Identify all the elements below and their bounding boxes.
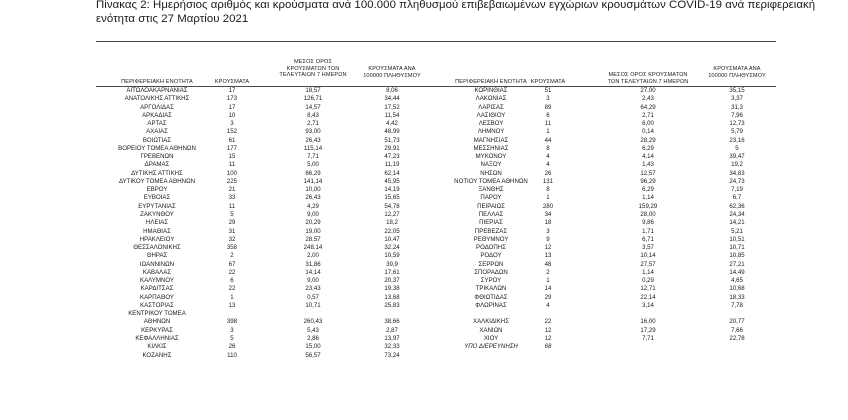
right-cases-cell: 131 [542, 177, 554, 185]
right-avg-cell: 2,71 [642, 111, 654, 119]
left-avg-cell: 260,43 [303, 318, 323, 326]
left-unit-cell: ΘΗΡΑΣ [146, 252, 168, 260]
right-avg-cell: 6,00 [642, 120, 654, 128]
right-per100k-cell: 7,66 [731, 326, 743, 334]
right-per100k-cell: 5,79 [731, 128, 743, 136]
left-per100k-cell: 4,42 [386, 120, 398, 128]
left-avg-cell: 14,14 [305, 268, 321, 276]
left-avg-cell: 2,71 [307, 120, 319, 128]
right-avg-cell: 22,14 [640, 293, 656, 301]
left-per100k-cell: 17,61 [384, 268, 400, 276]
right-avg-cell: 28,00 [640, 210, 656, 218]
left-avg-cell: 23,43 [305, 285, 321, 293]
left-avg-cell: 56,57 [305, 351, 321, 359]
left-avg-cell: 5,00 [307, 161, 319, 169]
left-per100k-cell: 2,87 [386, 326, 398, 334]
right-per100k-cell: 20,77 [729, 318, 745, 326]
right-unit-cell: ΚΟΡΙΝΘΙΑΣ [474, 87, 508, 94]
right-unit-cell: ΤΡΙΚΑΛΩΝ [475, 285, 507, 293]
right-cases-cell: 4 [546, 301, 550, 309]
right-cases-cell: 12 [544, 334, 552, 342]
header-avg2-line: ΜΕΣΟΣ ΟΡΟΣ ΚΡΟΥΣΜΑΤΩΝ [608, 72, 688, 78]
left-per100k-cell: 48,99 [384, 128, 400, 136]
right-per100k-cell: 10,51 [729, 235, 745, 243]
left-cases-cell: 398 [226, 318, 238, 326]
left-avg-cell: 66,29 [305, 169, 321, 177]
left-cases-cell: 15 [228, 153, 236, 161]
left-per100k-cell: 22,05 [384, 227, 400, 235]
right-avg-cell: 96,29 [640, 177, 656, 185]
right-per100k-cell: 39,47 [729, 153, 745, 161]
right-per100k-cell [694, 343, 780, 351]
left-avg-cell: 5,43 [307, 326, 319, 334]
right-per100k-cell: 4,65 [731, 277, 743, 285]
right-per100k-cell: 10,68 [729, 285, 745, 293]
left-cases-cell: 3 [230, 120, 234, 128]
left-unit-cell: ΑΝΑΤΟΛΙΚΗΣ ΑΤΤΙΚΗΣ [124, 95, 190, 103]
right-avg-cell: 3,14 [642, 301, 654, 309]
left-per100k-cell: 62,14 [384, 169, 400, 177]
right-unit-cell: ΜΕΣΣΗΝΙΑΣ [473, 144, 509, 152]
left-per100k-cell: 73,24 [384, 351, 400, 359]
left-cases-cell: 21 [228, 186, 236, 194]
left-avg-cell: 19,00 [305, 227, 321, 235]
right-per100k-column [694, 87, 780, 352]
right-unit-cell: ΡΟΔΟΥ [480, 252, 502, 260]
left-cases-cell: 3 [230, 326, 234, 334]
left-cases-column [205, 87, 259, 360]
left-cases-cell: 1 [230, 293, 234, 301]
right-unit-cell: ΥΠΟ ΔΙΕΡΕΥΝΗΣΗ [464, 343, 518, 351]
right-cases-cell: 34 [544, 210, 552, 218]
left-per100k-column [352, 87, 432, 360]
right-avg-cell: 12,71 [640, 285, 656, 293]
left-avg-cell: 20,29 [305, 219, 321, 227]
left-avg-cell: 7,71 [307, 153, 319, 161]
header-unit-2: ΠΕΡΙΦΕΡΕΙΑΚΗ ΕΝΟΤΗΤΑ [455, 79, 527, 85]
header-avg [268, 59, 358, 79]
right-cases-cell: 3 [546, 95, 550, 103]
left-unit-cell: ΖΑΚΥΝΘΟΥ [140, 210, 174, 218]
left-avg-cell: 15,00 [305, 343, 321, 351]
right-cases-cell: 12 [544, 244, 552, 252]
left-unit-cell: ΚΑΡΠΑΘΟΥ [140, 293, 174, 301]
right-cases-cell: 26 [544, 169, 552, 177]
left-cases-cell: 6 [230, 277, 234, 285]
left-avg-cell: 10,71 [305, 301, 321, 309]
right-cases-cell: 12 [544, 326, 552, 334]
right-unit-cell: ΝΗΣΩΝ [480, 169, 502, 177]
left-per100k-cell: 17,52 [384, 103, 400, 111]
right-per100k-cell: 62,36 [729, 202, 745, 210]
left-per100k-cell: 20,37 [384, 277, 400, 285]
left-avg-cell: 0,57 [307, 293, 319, 301]
right-per100k-cell: 14,21 [729, 219, 745, 227]
left-per100k-cell: 45,95 [384, 177, 400, 185]
right-per100k-cell: 34,83 [729, 169, 745, 177]
right-unit-cell: ΠΕΛΛΑΣ [478, 210, 504, 218]
left-unit-cell: ΕΥΡΥΤΑΝΙΑΣ [138, 202, 176, 210]
right-unit-cell: ΜΑΓΝΗΣΙΑΣ [473, 136, 509, 144]
header-avg2-line: ΤΩΝ ΤΕΛΕΥΤΑΙΩΝ 7 ΗΜΕΡΩΝ [607, 78, 689, 85]
left-unit-cell: ΒΟΙΩΤΙΑΣ [142, 136, 172, 144]
left-unit-cell: ΚΑΒΑΛΑΣ [142, 268, 172, 276]
left-unit-cell: ΚΑΛΥΜΝΟΥ [140, 277, 174, 285]
left-cases-cell: 61 [228, 136, 236, 144]
left-cases-cell: 11 [228, 161, 236, 169]
left-unit-cell: ΔΥΤΙΚΟΥ ΤΟΜΕΑ ΑΘΗΝΩΝ [118, 177, 196, 185]
right-per100k-cell: 18,33 [729, 293, 745, 301]
right-avg-cell: 9,86 [642, 219, 654, 227]
left-unit-column [96, 87, 218, 360]
left-avg-cell: 26,43 [305, 194, 321, 202]
left-unit-cell: ΔΥΤΙΚΗΣ ΑΤΤΙΚΗΣ [131, 169, 183, 177]
left-per100k-cell: 11,19 [384, 161, 400, 169]
left-per100k-cell: 39,9 [386, 260, 398, 268]
left-cases-cell: 22 [228, 268, 236, 276]
left-cases-cell: 31 [228, 227, 236, 235]
left-avg-cell: 141,14 [303, 177, 323, 185]
left-cases-cell: 173 [226, 95, 238, 103]
left-cases-cell: 100 [226, 169, 238, 177]
left-cases-cell: 11 [228, 202, 236, 210]
header-per100k-line: ΚΡΟΥΣΜΑΤΑ ΑΝΑ [368, 66, 416, 72]
left-cases-cell: 110 [227, 351, 237, 359]
left-unit-cell: ΕΥΒΟΙΑΣ [143, 194, 171, 202]
caption-line-1: Πίνακας 2: Ημερήσιος αριθμός και κρούσματα ανά 100.000 πληθυσμού επιβεβαιωμένων εγχώριων κρουσμάτων COVID-19 ανά περιφερειακή [96, 0, 816, 11]
left-avg-cell: 248,14 [303, 244, 323, 252]
caption-line-2: ενότητα στις 27 Μαρτίου 2021 [96, 13, 249, 25]
left-unit-cell: ΗΛΕΙΑΣ [145, 219, 169, 227]
right-cases-cell: 89 [544, 103, 552, 111]
left-avg-cell: 10,00 [305, 186, 321, 194]
right-avg-cell: 28,29 [640, 136, 656, 144]
left-unit-cell: ΚΑΣΤΟΡΙΑΣ [140, 301, 174, 309]
right-unit-cell: ΧΙΟΥ [483, 334, 499, 342]
left-per100k-cell: 32,24 [384, 244, 400, 252]
left-cases-cell: 22 [228, 285, 236, 293]
header-cases: ΚΡΟΥΣΜΑΤΑ [214, 79, 250, 85]
left-unit-cell: ΗΜΑΘΙΑΣ [143, 227, 171, 235]
right-unit-cell: ΧΑΝΙΩΝ [479, 326, 503, 334]
left-cases-cell: 33 [228, 194, 236, 202]
header-cases-2: ΚΡΟΥΣΜΑΤΑ [530, 79, 566, 85]
left-unit-cell: ΑΡΚΑΔΙΑΣ [142, 111, 172, 119]
left-avg-cell: 93,00 [305, 128, 321, 136]
header-per100k-2 [694, 66, 780, 79]
left-avg-cell: 14,57 [305, 103, 321, 111]
right-cases-column [520, 87, 576, 352]
left-per100k-cell: 47,23 [384, 153, 400, 161]
left-unit-cell: ΓΡΕΒΕΝΩΝ [140, 153, 174, 161]
right-per100k-cell: 31,3 [731, 103, 743, 111]
left-cases-cell: 13 [228, 301, 236, 309]
right-avg-cell: 6,29 [642, 186, 654, 194]
right-avg-cell: 12,57 [640, 169, 656, 177]
right-unit-cell: ΝΟΤΙΟΥ ΤΟΜΕΑ ΑΘΗΝΩΝ [454, 177, 528, 185]
right-unit-cell: ΣΥΡΟΥ [480, 277, 502, 285]
left-cases-cell: 5 [230, 210, 234, 218]
right-unit-cell: ΞΑΝΘΗΣ [478, 186, 504, 194]
top-rule [96, 41, 776, 42]
right-avg-cell: 27,00 [640, 87, 656, 94]
right-avg-cell: 27,57 [640, 260, 656, 268]
header-avg-2 [598, 72, 698, 85]
left-per100k-cell: 10,47 [384, 235, 400, 243]
left-avg-cell: 2,86 [307, 334, 319, 342]
left-avg-cell: 126,71 [303, 95, 323, 103]
right-unit-cell: ΛΗΜΝΟΥ [477, 128, 505, 136]
left-avg-cell: 9,00 [307, 277, 319, 285]
right-avg-cell: 1,14 [642, 268, 654, 276]
right-unit-cell: ΡΟΔΟΠΗΣ [476, 244, 506, 252]
table-caption [96, 0, 836, 26]
right-cases-cell: 280 [542, 202, 554, 210]
left-unit-cell: ΚΕΡΚΥΡΑΣ [141, 326, 173, 334]
right-cases-cell: 22 [544, 318, 552, 326]
right-avg-cell: 1,71 [642, 227, 654, 235]
left-avg-cell: 28,57 [305, 235, 321, 243]
left-per100k-cell: 10,59 [384, 252, 400, 260]
left-avg-cell: 115,14 [303, 144, 323, 152]
left-unit-cell: ΑΙΤΩΛΟΑΚΑΡΝΑΝΙΑΣ [126, 87, 188, 94]
left-unit-cell: ΑΡΓΟΛΙΔΑΣ [140, 103, 174, 111]
right-cases-cell: 4 [546, 153, 550, 161]
left-avg-cell: 9,00 [307, 210, 319, 218]
left-unit-cell: ΒΟΡΕΙΟΥ ΤΟΜΕΑ ΑΘΗΝΩΝ [118, 144, 196, 152]
right-cases-cell: 1 [546, 277, 550, 285]
header-per100k [352, 66, 432, 79]
left-unit-cell: ΙΩΑΝΝΙΝΩΝ [139, 260, 175, 268]
right-unit-cell: ΣΠΟΡΑΔΩΝ [474, 268, 508, 276]
right-per100k-cell: 10,85 [729, 252, 745, 260]
right-cases-cell: 1 [546, 128, 550, 136]
right-avg-column [598, 87, 698, 352]
right-cases-cell: 48 [544, 260, 552, 268]
left-cases-cell: 10 [228, 111, 236, 119]
header-per100k2-line: ΚΡΟΥΣΜΑΤΑ ΑΝΑ [713, 66, 761, 72]
right-per100k-cell: 35,15 [729, 87, 745, 94]
header-avg-line: ΜΕΣΟΣ ΟΡΟΣ [293, 59, 333, 65]
right-cases-cell: 2 [546, 268, 550, 276]
right-avg-cell: 6,29 [642, 144, 654, 152]
left-cases-cell: 17 [228, 103, 236, 111]
left-avg-column [268, 87, 358, 360]
right-unit-cell: ΛΑΚΩΝΙΑΣ [475, 95, 507, 103]
left-per100k-cell: 29,91 [384, 144, 400, 152]
right-cases-cell: 29 [544, 293, 552, 301]
left-per100k-cell: 38,66 [384, 318, 400, 326]
left-cases-cell: 29 [228, 219, 236, 227]
left-per100k-cell: 15,65 [384, 194, 400, 202]
left-unit-cell: ΚΟΖΑΝΗΣ [142, 351, 172, 359]
right-unit-cell: ΛΑΣΙΘΙΟΥ [476, 111, 506, 119]
left-per100k-cell: 51,73 [384, 136, 400, 144]
left-per100k-cell: 13,97 [384, 334, 400, 342]
left-unit-cell: ΕΒΡΟΥ [146, 186, 168, 194]
left-per100k-cell: 25,83 [384, 301, 400, 309]
left-cases-cell: 5 [230, 334, 234, 342]
right-avg-cell: 64,29 [640, 103, 656, 111]
left-avg-cell: 18,57 [305, 87, 321, 94]
header-per100k2-line: 100000 ΠΛΗΘΥΣΜΟΥ [708, 72, 766, 79]
left-per100k-cell: 13,68 [384, 293, 400, 301]
right-avg-cell: 1,14 [642, 194, 654, 202]
left-cases-cell: 26 [228, 343, 236, 351]
right-per100k-cell: 23,16 [729, 136, 745, 144]
right-avg-cell: 0,29 [642, 277, 654, 285]
right-avg-cell: 0,14 [642, 128, 654, 136]
right-per100k-cell: 14,49 [729, 268, 745, 276]
right-per100k-cell: 22,78 [729, 334, 745, 342]
left-per100k-cell: 14,19 [384, 186, 400, 194]
left-per100k-cell: 12,27 [384, 210, 400, 218]
left-unit-cell: ΚΕΦΑΛΛΗΝΙΑΣ [135, 334, 179, 342]
right-per100k-cell: 12,73 [729, 120, 745, 128]
left-cases-cell: 2 [230, 252, 234, 260]
left-avg-cell: 26,43 [305, 136, 321, 144]
right-cases-cell: 8 [546, 186, 550, 194]
right-unit-cell: ΠΑΡΟΥ [480, 194, 502, 202]
right-unit-cell: ΧΑΛΚΙΔΙΚΗΣ [473, 318, 509, 326]
right-avg-cell: 17,29 [640, 326, 656, 334]
left-avg-cell: 8,43 [307, 111, 319, 119]
header-avg-line: ΚΡΟΥΣΜΑΤΩΝ ΤΩΝ [286, 65, 340, 72]
left-unit-cell: ΚΑΡΔΙΤΣΑΣ [140, 285, 174, 293]
right-unit-cell: ΡΕΘΥΜΝΟΥ [473, 235, 509, 243]
right-cases-cell: 51 [544, 87, 552, 94]
left-unit-cell: ΘΕΣΣΑΛΟΝΙΚΗΣ [133, 244, 181, 252]
right-per100k-cell: 24,34 [729, 210, 745, 218]
right-avg-cell: 16,00 [640, 318, 656, 326]
right-cases-cell: 4 [546, 161, 550, 169]
left-per100k-cell: 32,33 [384, 343, 400, 351]
left-cases-cell: 32 [228, 235, 236, 243]
left-avg-cell: 2,00 [307, 252, 319, 260]
left-cases-cell: 17 [228, 87, 236, 94]
right-per100k-cell: 7,78 [731, 301, 743, 309]
right-per100k-cell: 7,96 [731, 111, 743, 119]
right-per100k-cell: 3,37 [731, 95, 743, 103]
right-per100k-cell: 27,21 [729, 260, 745, 268]
right-unit-cell: ΜΥΚΟΝΟΥ [475, 153, 507, 161]
right-unit-cell: ΠΕΙΡΑΙΩΣ [477, 202, 505, 210]
left-unit-cell: ΑΧΑΪΑΣ [146, 128, 168, 136]
right-avg-cell: 7,71 [642, 334, 654, 342]
left-cases-cell: 67 [228, 260, 236, 268]
right-per100k-cell: 5 [735, 144, 739, 152]
left-avg-cell: 4,29 [307, 202, 319, 210]
left-unit-cell: ΑΡΤΑΣ [147, 120, 167, 128]
right-avg-cell: 1,43 [642, 161, 654, 169]
right-cases-cell: 9 [546, 235, 550, 243]
right-avg-cell: 159,29 [638, 202, 658, 210]
left-avg-cell: 31,86 [305, 260, 321, 268]
header-per100k-line: 100000 ΠΛΗΘΥΣΜΟΥ [363, 72, 421, 79]
left-cases-cell: 177 [226, 144, 238, 152]
right-avg-cell: 2,43 [642, 95, 654, 103]
right-per100k-cell: 6,7 [732, 194, 742, 202]
left-per100k-cell: 19,38 [384, 285, 400, 293]
left-per100k-cell: 34,44 [384, 95, 400, 103]
right-per100k-cell: 10,71 [729, 244, 745, 252]
header-unit: ΠΕΡΙΦΕΡΕΙΑΚΗ ΕΝΟΤΗΤΑ [121, 79, 193, 85]
left-per100k-cell: 8,06 [386, 87, 398, 94]
left-per100k-cell: 54,78 [384, 202, 400, 210]
right-cases-cell: 13 [544, 252, 552, 260]
right-per100k-cell: 7,19 [731, 186, 743, 194]
right-avg-cell: 4,14 [642, 153, 654, 161]
right-unit-cell: ΦΛΩΡΙΝΑΣ [475, 301, 507, 309]
right-cases-cell: 14 [544, 285, 552, 293]
left-cases-cell: 152 [226, 128, 238, 136]
right-cases-cell: 11 [544, 120, 552, 128]
right-unit-cell: ΛΑΡΙΣΑΣ [478, 103, 504, 111]
right-unit-cell: ΠΙΕΡΙΑΣ [479, 219, 503, 227]
right-avg-cell: 3,57 [642, 244, 654, 252]
right-unit-cell: ΠΡΕΒΕΖΑΣ [474, 227, 508, 235]
left-unit-cell: ΚΕΝΤΡΙΚΟΥ ΤΟΜΕΑ ΑΘΗΝΩΝ [128, 310, 186, 326]
right-per100k-cell: 24,73 [729, 177, 745, 185]
header-avg-line: ΤΕΛΕΥΤΑΙΩΝ 7 ΗΜΕΡΩΝ [279, 72, 347, 79]
right-unit-cell: ΝΑΞΟΥ [480, 161, 502, 169]
right-avg-cell: 10,14 [640, 252, 656, 260]
right-cases-cell: 3 [546, 227, 550, 235]
right-cases-cell: 18 [544, 219, 552, 227]
right-per100k-cell: 5,21 [731, 227, 743, 235]
left-per100k-cell: 11,54 [384, 111, 400, 119]
right-avg-cell: 6,71 [642, 235, 654, 243]
right-unit-cell: ΛΕΣΒΟΥ [478, 120, 504, 128]
right-cases-cell: 6 [546, 111, 550, 119]
right-cases-cell: 1 [546, 194, 550, 202]
left-unit-cell: ΗΡΑΚΛΕΙΟΥ [139, 235, 175, 243]
right-avg-cell [598, 343, 698, 351]
right-per100k-cell: 19,2 [731, 161, 743, 169]
left-unit-cell: ΔΡΑΜΑΣ [144, 161, 170, 169]
right-unit-cell: ΦΘΙΩΤΙΔΑΣ [474, 293, 508, 301]
right-unit-cell: ΣΕΡΡΩΝ [478, 260, 504, 268]
right-cases-cell: 44 [544, 136, 552, 144]
left-unit-cell: ΚΙΛΚΙΣ [147, 343, 167, 351]
right-cases-cell: 8 [546, 144, 550, 152]
left-cases-cell: 358 [226, 244, 238, 252]
left-cases-cell: 225 [226, 177, 238, 185]
right-cases-cell: 68 [544, 343, 552, 351]
left-per100k-cell: 18,2 [386, 219, 398, 227]
